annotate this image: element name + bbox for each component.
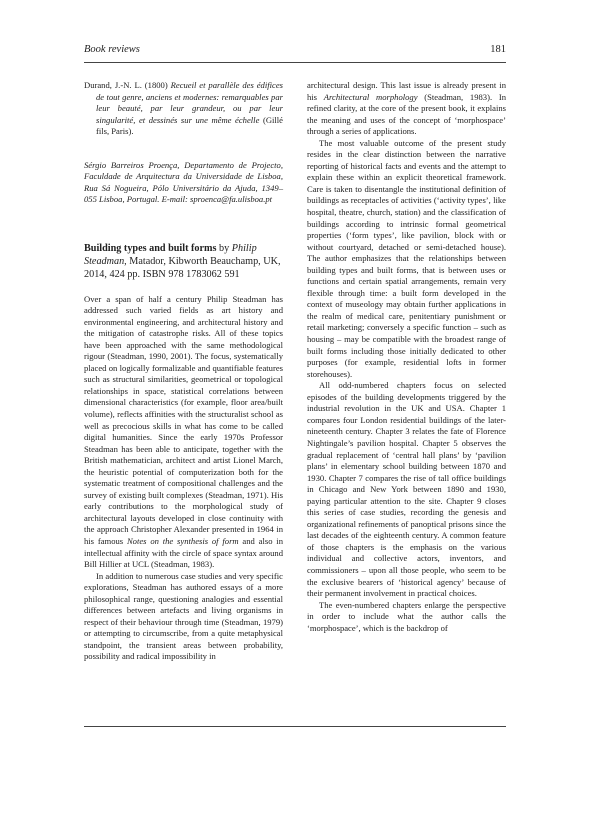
reviewer-affiliation: Sérgio Barreiros Proença, Departamento de Projecto, Faculdade de Arquitectura da Universidade de Lisboa, Rua Sá Nogueira, Pólo Universitário da Ajuda, 1349–055 Lisboa, Portugal. E-mail: sproenca@fa.ulisboa.pt [84,159,283,205]
reference-publisher: (Gillé fils, Paris). [96,114,283,137]
body-paragraph [307,80,506,138]
review-book-author: Philip Steadman, [84,242,257,268]
review-book-publication: Matador, Kibworth Beauchamp, UK, 2014, 424 pp. ISBN 978 1783062 591 [84,256,281,281]
body-text: (Steadman, 1983). In refined clarity, at the core of the present book, it explains the meaning and uses of the concept of ‘morphospace’ through a series of applications. [307,91,507,137]
header-rule [84,62,506,63]
right-column [307,80,506,634]
body-paragraph [84,294,283,571]
review-book-title: Building types and built forms [84,242,217,254]
reference-entry [84,80,283,138]
page-number: 181 [490,44,506,55]
body-italic: Notes on the synthesis of form [126,536,239,547]
reference-author: Durand, J.-N. L. (1800) [84,80,171,90]
running-header [84,44,506,58]
review-heading [84,242,283,282]
body-text: and also in intellectual affinity with the circle of space syntax around Bill Hillier at UCL (Steadman, 1983). [84,536,283,570]
body-paragraph: The most valuable outcome of the present study resides in the clear distinction between the narrative reporting of historical facts and events and the attempt to explain these within an explicit theoretical framework. Care is taken to disentangle the institutional definition of buildings as receptacles of activities (‘activity types’, like hospital, theatre, church, station) and the classification of buildings according to intrinsic formal geometrical properties (‘form types’, like pavilion, block with or without courtyard, detached or semi-detached house). The author emphasizes that the relationships between building types and built forms, that is between uses or functions and certain spatial arrangements, remain very flexible through time: a built form developed in the context of museology may obtain further applications in the realm of medical care, penitentiary punishment or retail marketing; conversely a specific function – such as housing – may be compatible with the broadest range of built forms including those initially dedicated to other purposes (for example, residential lofts in former storehouses). [307,137,506,379]
body-paragraph: All odd-numbered chapters focus on selected episodes of the building developments triggered by the industrial revolution in the UK and USA. Chapter 1 compares four London residential buildings of the later-nineteenth century. Chapter 3 relates the fate of Florence Nightingale’s pavilion hospital. Chapter 5 observes the gradual replacement of ‘central hall plans’ by ‘pavilion plans’ in elementary school building between 1870 and 1930. Chapter 7 compares the rise of tall office buildings in Chicago and New York between 1890 and 1930, paying particular attention to the site. Chapter 9 closes this series of case studies, recording the genesis and organizational refinements of panoptical prisons since the last decades of the eighteenth century. A common feature of those chapters is the emphasis on the various individual and collective actors, inventors, and commissioners – upon all those people, who seem to be the exclusive bearers of ‘historical agency’ because of their permanent involvement in practical choices. [307,380,506,599]
body-paragraph: The even-numbered chapters enlarge the perspective in order to include what the author calls the ‘morphospace’, which is the backdrop of [307,599,506,633]
body-text: Over a span of half a century Philip Steadman has addressed such varied fields as art history and environmental engineering, and architectural history and the mitigation of catastrophe risks. All of these topics have been approached with the same methodological rigour (Steadman, 1990, 2001). The focus, systematically placed on logically formalizable and quantifiable features such as structural similarities, geometrical or topological relationships in space, statistical correlations between dimensional characteristics (for example, floor area/built volume), reflects affinities with the structuralist school as well as precocious skills in what has come to be called digital humanities. Since the early 1970s Professor Steadman has been able to anticipate, together with the British mathematician, architect and artist Lionel March, the heuristic potential of computerization both for the systematic treatment of compositional challenges and the survey of existing built complexes (Steadman, 1971). His early contributions to the morphological study of architectural layouts developed in close continuity with the approach Christopher Alexander presented in 1964 in his famous [84,293,283,547]
body-paragraph: In addition to numerous case studies and very specific explorations, Steadman has authored essays of a more philosophical range, questioning analogies and essential differences between artefacts and living organisms in respect of their behaviour through time (Steadman, 1979) or attempting to circumscribe, from a quite metaphysical standpoint, the transient areas between probability, possibility and radical impossibility in [84,570,283,662]
left-column [84,80,283,663]
body-text: architectural design. This last issue is already present in his [307,80,506,102]
journal-section-title: Book reviews [84,44,140,55]
body-italic: Architectural morphology [323,91,418,102]
review-by: by [216,242,232,254]
footer-rule [84,726,506,727]
reference-title: Recueil et parallèle des édifices de tout genre, anciens et modernes: remarquables par leur beauté, par leur grandeur, ou par leur singularité, et dessinés sur une même échelle [96,80,283,125]
